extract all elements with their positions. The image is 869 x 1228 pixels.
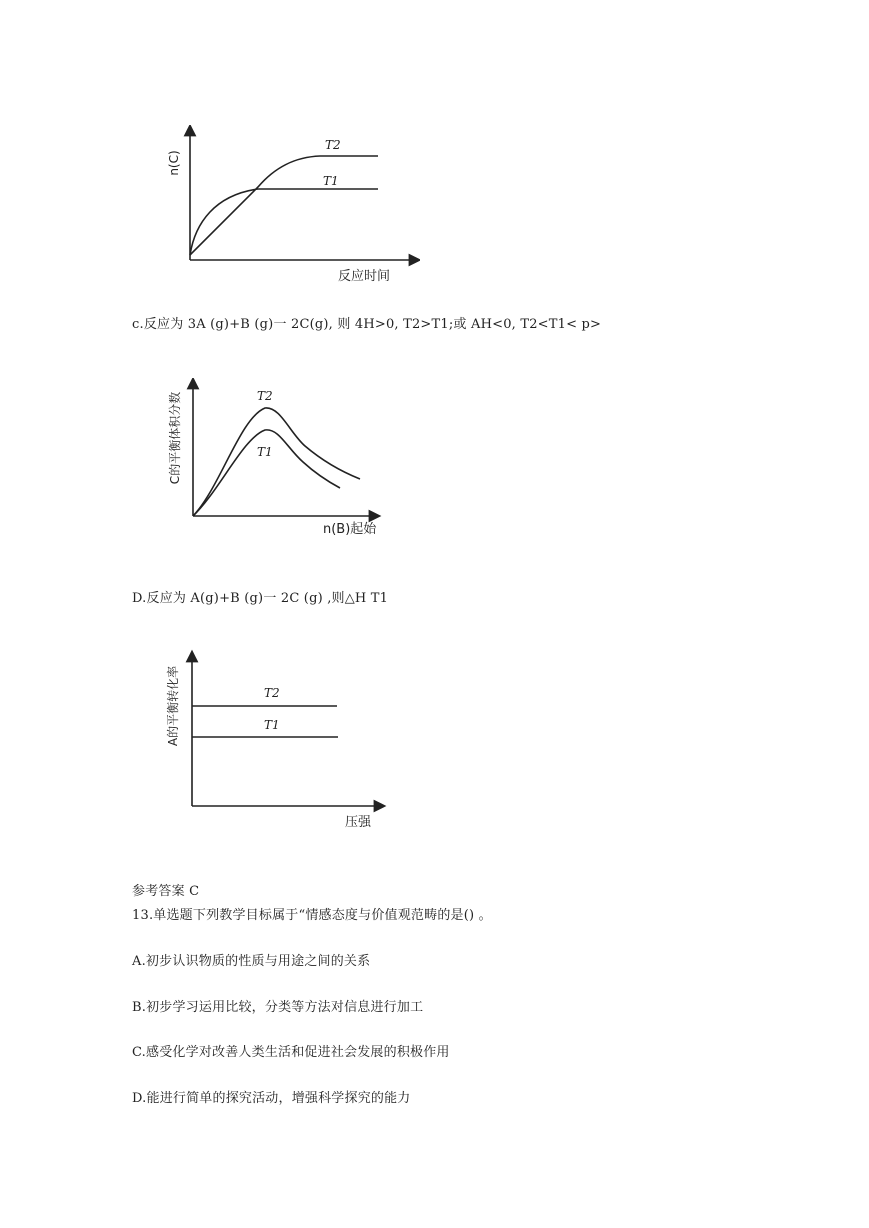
- option-d-text: D.反应为 A(g)+B (g)一 2C (g) ,则△H T1: [132, 591, 389, 606]
- choice-a: A.初步认识物质的性质与用途之间的关系: [132, 954, 371, 969]
- x-axis-label: 反应时间: [338, 269, 391, 284]
- option-c-text: c.反应为 3A (g)+B (g)一 2C(g), 则 4H>0, T2>T1;或 AH<0, T2<T1< p>: [132, 317, 602, 332]
- curve-t1: [190, 189, 378, 255]
- curve-label-t1: T1: [257, 445, 273, 459]
- curve-label-t2: T2: [257, 389, 273, 403]
- choice-c: C.感受化学对改善人类生活和促进社会发展的积极作用: [132, 1045, 450, 1060]
- curve-t2: [193, 408, 360, 516]
- answer-text: 参考答案 C: [132, 884, 200, 899]
- curve-t1: [193, 430, 340, 516]
- x-axis-label: n(B)起始: [323, 522, 377, 537]
- figure-nc-vs-time: [160, 125, 420, 285]
- choice-b: B.初步学习运用比较，分类等方法对信息进行加工: [132, 1000, 424, 1015]
- y-axis-label: n(C): [167, 150, 181, 176]
- curve-label-t2: T2: [264, 686, 280, 700]
- y-axis-label: C的平衡体积分数: [168, 391, 182, 485]
- x-axis-label: 压强: [345, 815, 372, 830]
- question-text: 13.单选题下列教学目标属于“情感态度与价值观范畴的是() 。: [132, 908, 492, 923]
- figure-a-conversion: [162, 648, 392, 833]
- curve-label-t2: T2: [325, 138, 341, 152]
- curve-label-t1: T1: [323, 174, 339, 188]
- curve-label-t1: T1: [264, 718, 280, 732]
- choice-d: D.能进行简单的探究活动，增强科学探究的能力: [132, 1091, 411, 1106]
- y-axis-label: A的平衡转化率: [166, 665, 180, 747]
- figure-c-volume-fraction: [165, 378, 395, 538]
